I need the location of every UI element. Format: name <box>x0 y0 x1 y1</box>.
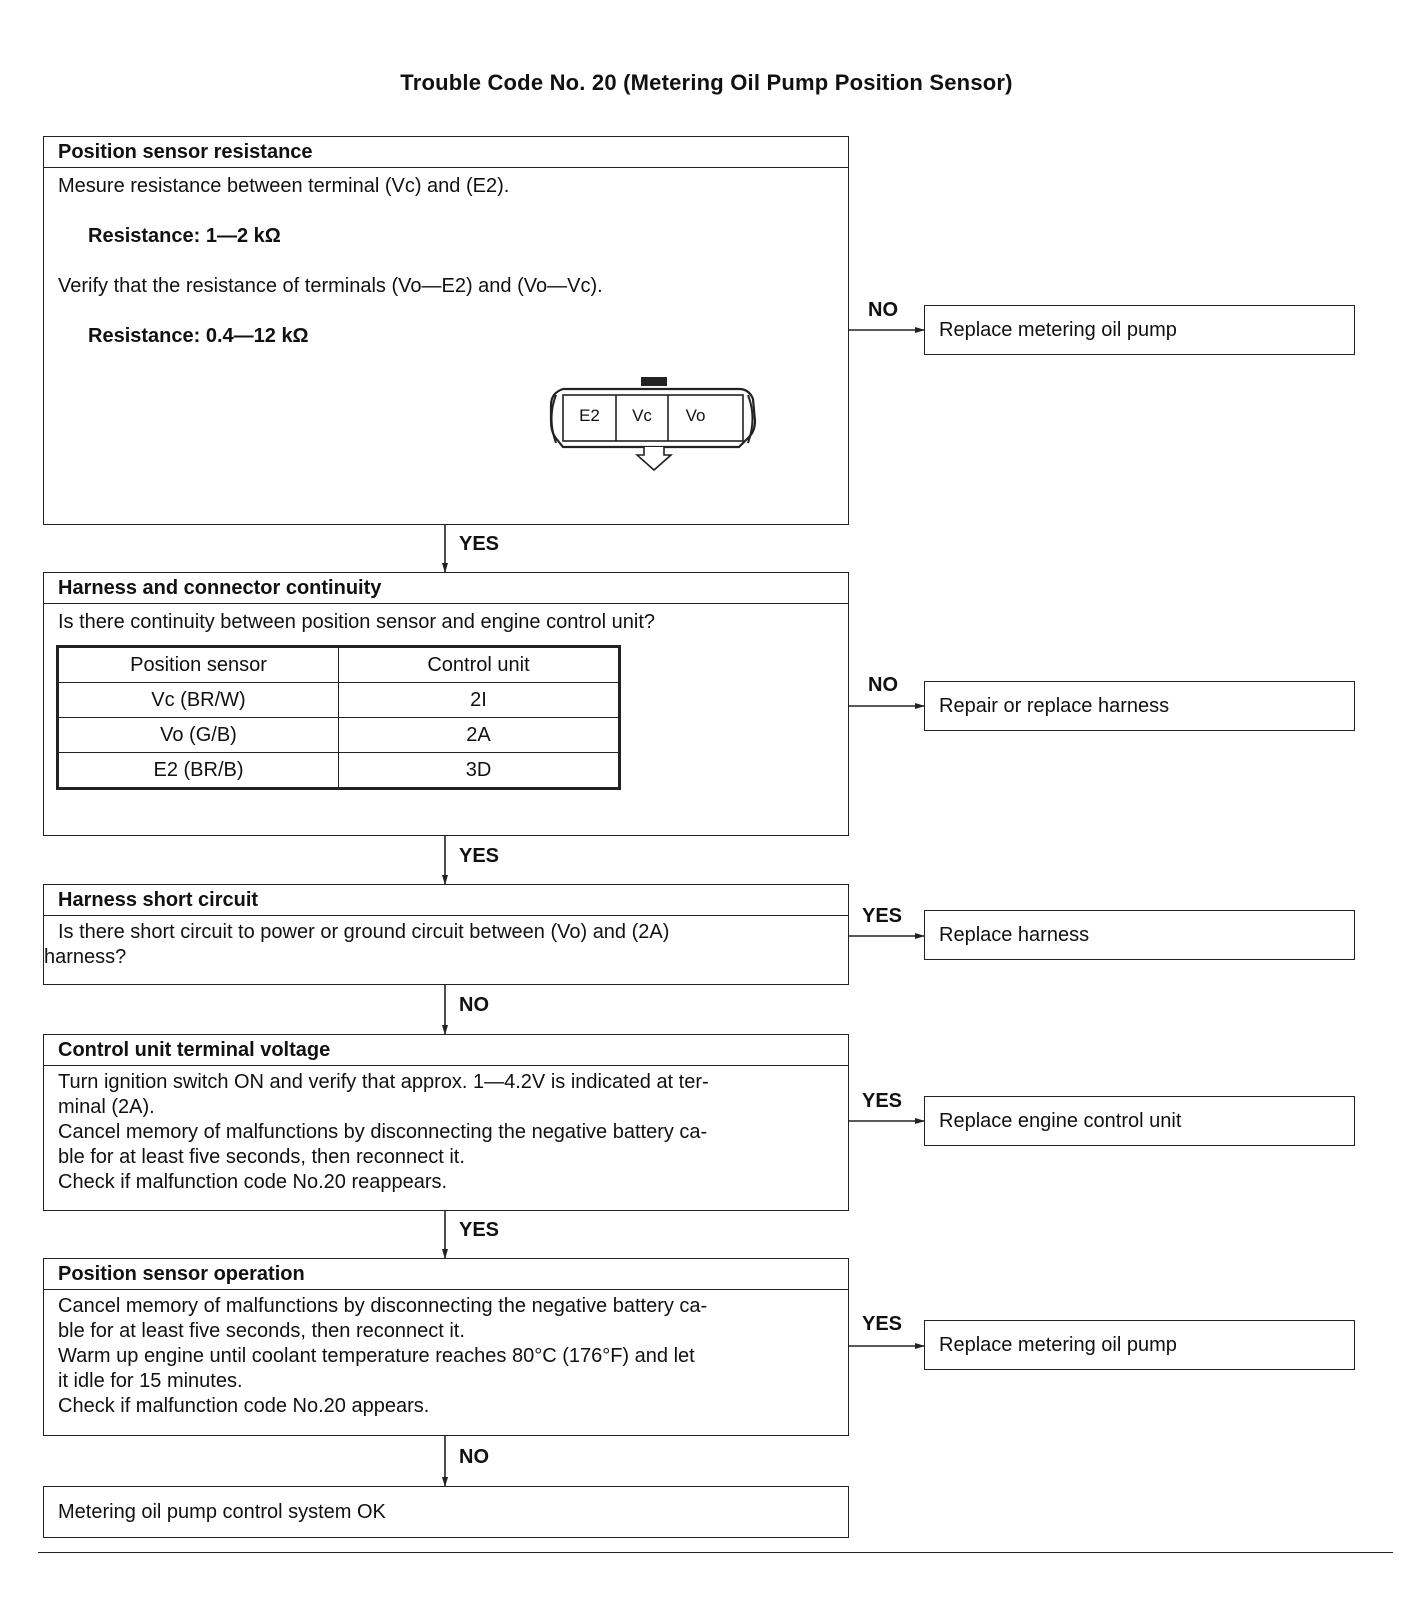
column-header: Control unit <box>339 648 619 683</box>
step-text: Cancel memory of malfunctions by disconnecting the negative battery ca- <box>58 1121 708 1143</box>
step-text: Is there short circuit to power or ground circuit between (Vo) and (2A) <box>58 921 670 943</box>
result-replace-engine-control-unit: Replace engine control unit <box>924 1096 1355 1146</box>
branch-label: NO <box>868 674 898 696</box>
step-text: minal (2A). <box>58 1096 155 1118</box>
table-row <box>59 683 619 718</box>
step-harness-connector-continuity <box>43 572 849 836</box>
table-row <box>59 753 619 788</box>
branch-label: NO <box>868 299 898 321</box>
final-result: Metering oil pump control system OK <box>43 1486 849 1538</box>
table-cell: Vc (BR/W) <box>59 683 339 718</box>
result-replace-harness: Replace harness <box>924 910 1355 960</box>
table-row <box>59 718 619 753</box>
table-cell: 2A <box>339 718 619 753</box>
step-body <box>44 168 848 349</box>
spec-value: Resistance: 1—2 kΩ <box>88 225 281 247</box>
step-header: Harness and connector continuity <box>44 573 848 604</box>
step-header: Position sensor operation <box>44 1259 848 1290</box>
result-repair-or-replace-harness: Repair or replace harness <box>924 681 1355 731</box>
step-position-sensor-resistance <box>43 136 849 525</box>
next-label: YES <box>459 1219 500 1241</box>
step-text: Verify that the resistance of terminals (Vo—E2) and (Vo—Vc). <box>58 275 603 297</box>
step-text: Check if malfunction code No.20 reappears. <box>58 1171 448 1193</box>
result-replace-metering-oil-pump: Replace metering oil pump <box>924 305 1355 355</box>
step-header: Control unit terminal voltage <box>44 1035 848 1066</box>
step-harness-short-circuit <box>43 884 849 985</box>
step-body <box>44 1290 848 1419</box>
next-label: NO <box>459 1446 489 1468</box>
next-label: YES <box>459 533 500 555</box>
step-header: Position sensor resistance <box>44 137 848 168</box>
branch-label: YES <box>862 905 903 927</box>
step-position-sensor-operation <box>43 1258 849 1436</box>
pin-vc: Vc <box>632 406 652 425</box>
step-text: Cancel memory of malfunctions by disconnecting the negative battery ca- <box>58 1295 708 1317</box>
step-body <box>44 604 848 788</box>
step-text: ble for at least five seconds, then reconnect it. <box>58 1320 465 1342</box>
bottom-rule <box>38 1552 1393 1553</box>
table-cell: 2I <box>339 683 619 718</box>
step-text: Is there continuity between position sensor and engine control unit? <box>58 611 656 633</box>
branch-label: YES <box>862 1313 903 1335</box>
step-text: it idle for 15 minutes. <box>58 1370 243 1392</box>
step-text: harness? <box>44 946 127 968</box>
step-text: Check if malfunction code No.20 appears. <box>58 1395 430 1417</box>
step-body <box>44 1066 848 1195</box>
table-cell: Vo (G/B) <box>59 718 339 753</box>
page-title: Trouble Code No. 20 (Metering Oil Pump Position Sensor) <box>400 70 1013 95</box>
branch-label: YES <box>862 1090 903 1112</box>
next-label: YES <box>459 845 500 867</box>
result-replace-metering-oil-pump-2: Replace metering oil pump <box>924 1320 1355 1370</box>
step-header: Harness short circuit <box>44 885 848 916</box>
spec-value: Resistance: 0.4—12 kΩ <box>88 325 309 347</box>
next-label: NO <box>459 994 489 1016</box>
step-text: Warm up engine until coolant temperature reaches 80°C (176°F) and let <box>58 1345 695 1367</box>
step-control-unit-terminal-voltage <box>43 1034 849 1211</box>
step-text: ble for at least five seconds, then reconnect it. <box>58 1146 465 1168</box>
pin-e2: E2 <box>579 406 600 425</box>
pin-vo: Vo <box>685 406 706 425</box>
table-cell: 3D <box>339 753 619 788</box>
column-header: Position sensor <box>59 648 339 683</box>
table-cell: E2 (BR/B) <box>59 753 339 788</box>
step-text: Mesure resistance between terminal (Vc) and (E2). <box>58 175 510 197</box>
table-header-row <box>59 648 619 683</box>
continuity-table <box>58 647 619 788</box>
step-body <box>44 916 848 970</box>
step-text: Turn ignition switch ON and verify that approx. 1—4.2V is indicated at ter- <box>58 1071 709 1093</box>
